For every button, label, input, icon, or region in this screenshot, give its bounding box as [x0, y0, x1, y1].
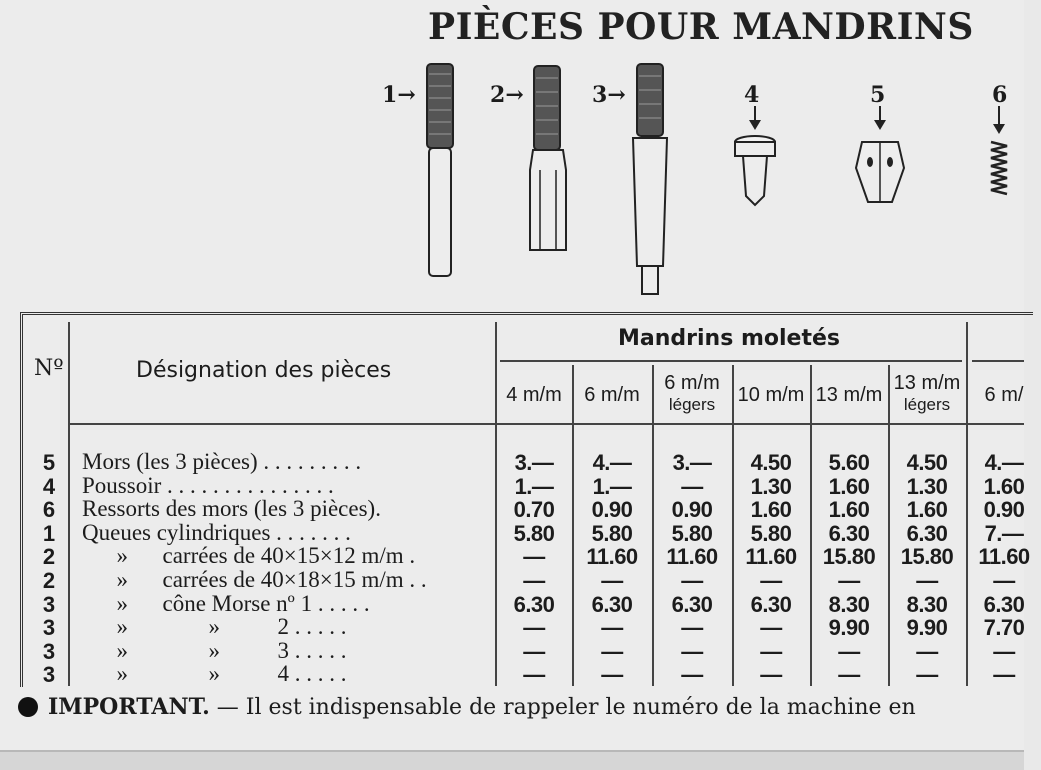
- price-cell: 0.90: [983, 497, 1025, 523]
- column-variant-label: légers: [668, 395, 716, 414]
- price-cell: —: [838, 662, 860, 688]
- page-edge: [0, 750, 1024, 770]
- price-cell: 5.80: [750, 520, 792, 546]
- price-cell: 1.60: [983, 473, 1025, 499]
- column-header-size: [968, 384, 1040, 406]
- important-text: — Il est indispensable de rappeler le numéro de la machine en: [209, 695, 916, 720]
- row-part-number: 2: [42, 568, 56, 593]
- price-cell: —: [993, 568, 1015, 593]
- column-size-label: 6 m/m: [664, 372, 720, 394]
- price-cell: 5.80: [513, 520, 555, 546]
- price-cell: —: [760, 662, 782, 688]
- price-cell: —: [523, 615, 545, 641]
- row-designation: » » 2 . . . . .: [82, 614, 347, 640]
- row-part-number: 3: [42, 615, 56, 641]
- part-number-2: 2: [490, 82, 506, 108]
- price-cell: 1.—: [592, 473, 632, 499]
- column-size-label: 4 m/m: [506, 384, 562, 406]
- row-designation: Mors (les 3 pièces) . . . . . . . . .: [82, 449, 362, 474]
- price-cell: 3.—: [514, 450, 554, 475]
- price-cell: 6.30: [513, 591, 555, 617]
- price-cell: —: [601, 568, 623, 593]
- price-cell: 1.30: [906, 473, 948, 499]
- price-cell: 8.30: [828, 591, 870, 617]
- price-cell: 5.60: [828, 450, 870, 475]
- price-cell: —: [681, 638, 703, 664]
- row-part-number: 3: [42, 638, 56, 664]
- row-designation: Queues cylindriques . . . . . . .: [82, 519, 351, 545]
- price-cell: 1.60: [828, 497, 870, 523]
- price-cell: —: [916, 638, 938, 664]
- price-cell: 6.30: [591, 591, 633, 617]
- column-group-header: Mandrins moletés: [618, 326, 840, 351]
- price-cell: —: [523, 662, 545, 688]
- column-header-size: [576, 384, 648, 406]
- price-cell: —: [993, 638, 1015, 664]
- price-cell: —: [523, 544, 545, 570]
- column-header-designation: Désignation des pièces: [136, 358, 392, 383]
- price-cell: 0.70: [513, 497, 555, 523]
- price-cell: —: [681, 615, 703, 641]
- price-cell: 8.30: [906, 591, 948, 617]
- plunger-part-4-drawing: [730, 104, 780, 210]
- column-header-size: [891, 372, 963, 416]
- column-header-size: [813, 384, 885, 406]
- row-part-number: 1: [42, 520, 56, 546]
- row-designation: Poussoir . . . . . . . . . . . . . . .: [82, 472, 334, 498]
- price-cell: 7.70: [983, 615, 1025, 641]
- price-cell: 7.—: [984, 520, 1024, 546]
- row-part-number: 4: [42, 473, 56, 499]
- row-part-number: 6: [42, 497, 56, 523]
- price-cell: 1.60: [906, 497, 948, 523]
- price-cell: —: [760, 615, 782, 641]
- price-cell: 0.90: [671, 497, 713, 523]
- column-header-size: [656, 372, 728, 416]
- price-cell: —: [760, 568, 782, 593]
- column-size-label: 13 m/m: [893, 372, 961, 394]
- price-cell: 4.—: [592, 450, 632, 475]
- price-cell: —: [916, 568, 938, 593]
- price-cell: 5.80: [671, 520, 713, 546]
- morse-taper-part-3-drawing: [630, 60, 670, 302]
- price-cell: 3.—: [672, 450, 712, 475]
- price-cell: —: [601, 638, 623, 664]
- row-part-number: 5: [42, 450, 56, 475]
- part-label-3: 3→: [592, 82, 626, 108]
- price-cell: 1.—: [514, 473, 554, 499]
- square-tail-part-2-drawing: [526, 62, 570, 256]
- tail-shank-part-1-drawing: [420, 60, 460, 282]
- part-number-3: 3: [592, 82, 608, 108]
- column-size-label: 13 m/m: [815, 384, 883, 406]
- part-number-6: 6: [992, 82, 1008, 108]
- price-cell: 5.80: [591, 520, 633, 546]
- column-header-number: Nº: [34, 356, 64, 381]
- row-part-number: 3: [42, 591, 56, 617]
- row-designation: » » 3 . . . . .: [82, 637, 347, 663]
- price-cell: 4.50: [906, 450, 948, 475]
- price-cell: 15.80: [822, 544, 876, 570]
- price-cell: 1.60: [750, 497, 792, 523]
- price-cell: 6.30: [828, 520, 870, 546]
- jaw-part-5-drawing: [852, 104, 908, 206]
- price-cell: 6.30: [671, 591, 713, 617]
- important-notice: [18, 694, 916, 720]
- row-designation: » cône Morse nº 1 . . . . .: [82, 590, 370, 616]
- important-label: IMPORTANT.: [48, 694, 210, 720]
- part-label-1: 1→: [382, 82, 416, 108]
- price-cell: —: [523, 638, 545, 664]
- price-cell: —: [523, 568, 545, 593]
- price-cell: 9.90: [906, 615, 948, 641]
- price-cell: 11.60: [978, 544, 1030, 570]
- price-cell: 9.90: [828, 615, 870, 641]
- price-cell: —: [681, 568, 703, 593]
- part-number-4: 4: [744, 82, 760, 108]
- price-cell: 6.30: [906, 520, 948, 546]
- page-title: PIÈCES POUR MANDRINS: [428, 6, 974, 48]
- row-part-number: 3: [42, 662, 56, 688]
- price-cell: 4.—: [984, 450, 1024, 475]
- price-cell: —: [601, 662, 623, 688]
- column-size-label: 6 m/m: [584, 384, 640, 406]
- price-cell: —: [838, 638, 860, 664]
- bullet-icon: [18, 697, 38, 717]
- spring-part-6-drawing: [986, 104, 1012, 200]
- row-part-number: 2: [42, 544, 56, 570]
- row-designation: » carrées de 40×15×12 m/m .: [82, 543, 416, 569]
- price-cell: —: [601, 615, 623, 641]
- price-cell: —: [993, 662, 1015, 688]
- column-header-size: [498, 384, 570, 406]
- column-variant-label: légers: [903, 395, 951, 414]
- price-cell: 6.30: [750, 591, 792, 617]
- price-cell: 15.80: [900, 544, 954, 570]
- row-designation: » carrées de 40×18×15 m/m . .: [82, 567, 427, 592]
- part-number-5: 5: [870, 82, 886, 108]
- row-designation: » » 4 . . . . .: [82, 661, 347, 687]
- price-cell: —: [681, 662, 703, 688]
- row-designation: Ressorts des mors (les 3 pièces).: [82, 496, 381, 522]
- price-cell: 1.30: [750, 473, 792, 499]
- column-header-size: [735, 384, 807, 406]
- column-size-label: 10 m/m: [737, 384, 805, 406]
- part-label-2: 2→: [490, 82, 524, 108]
- price-cell: 4.50: [750, 450, 792, 475]
- price-cell: —: [681, 473, 703, 499]
- price-cell: 11.60: [666, 544, 718, 570]
- price-cell: 11.60: [745, 544, 797, 570]
- price-cell: —: [838, 568, 860, 593]
- price-cell: 1.60: [828, 473, 870, 499]
- price-cell: —: [916, 662, 938, 688]
- price-cell: 11.60: [586, 544, 638, 570]
- price-cell: 6.30: [983, 591, 1025, 617]
- price-cell: 0.90: [591, 497, 633, 523]
- price-cell: —: [760, 638, 782, 664]
- part-number-1: 1: [382, 82, 398, 108]
- column-size-label: 6 m/: [984, 384, 1024, 406]
